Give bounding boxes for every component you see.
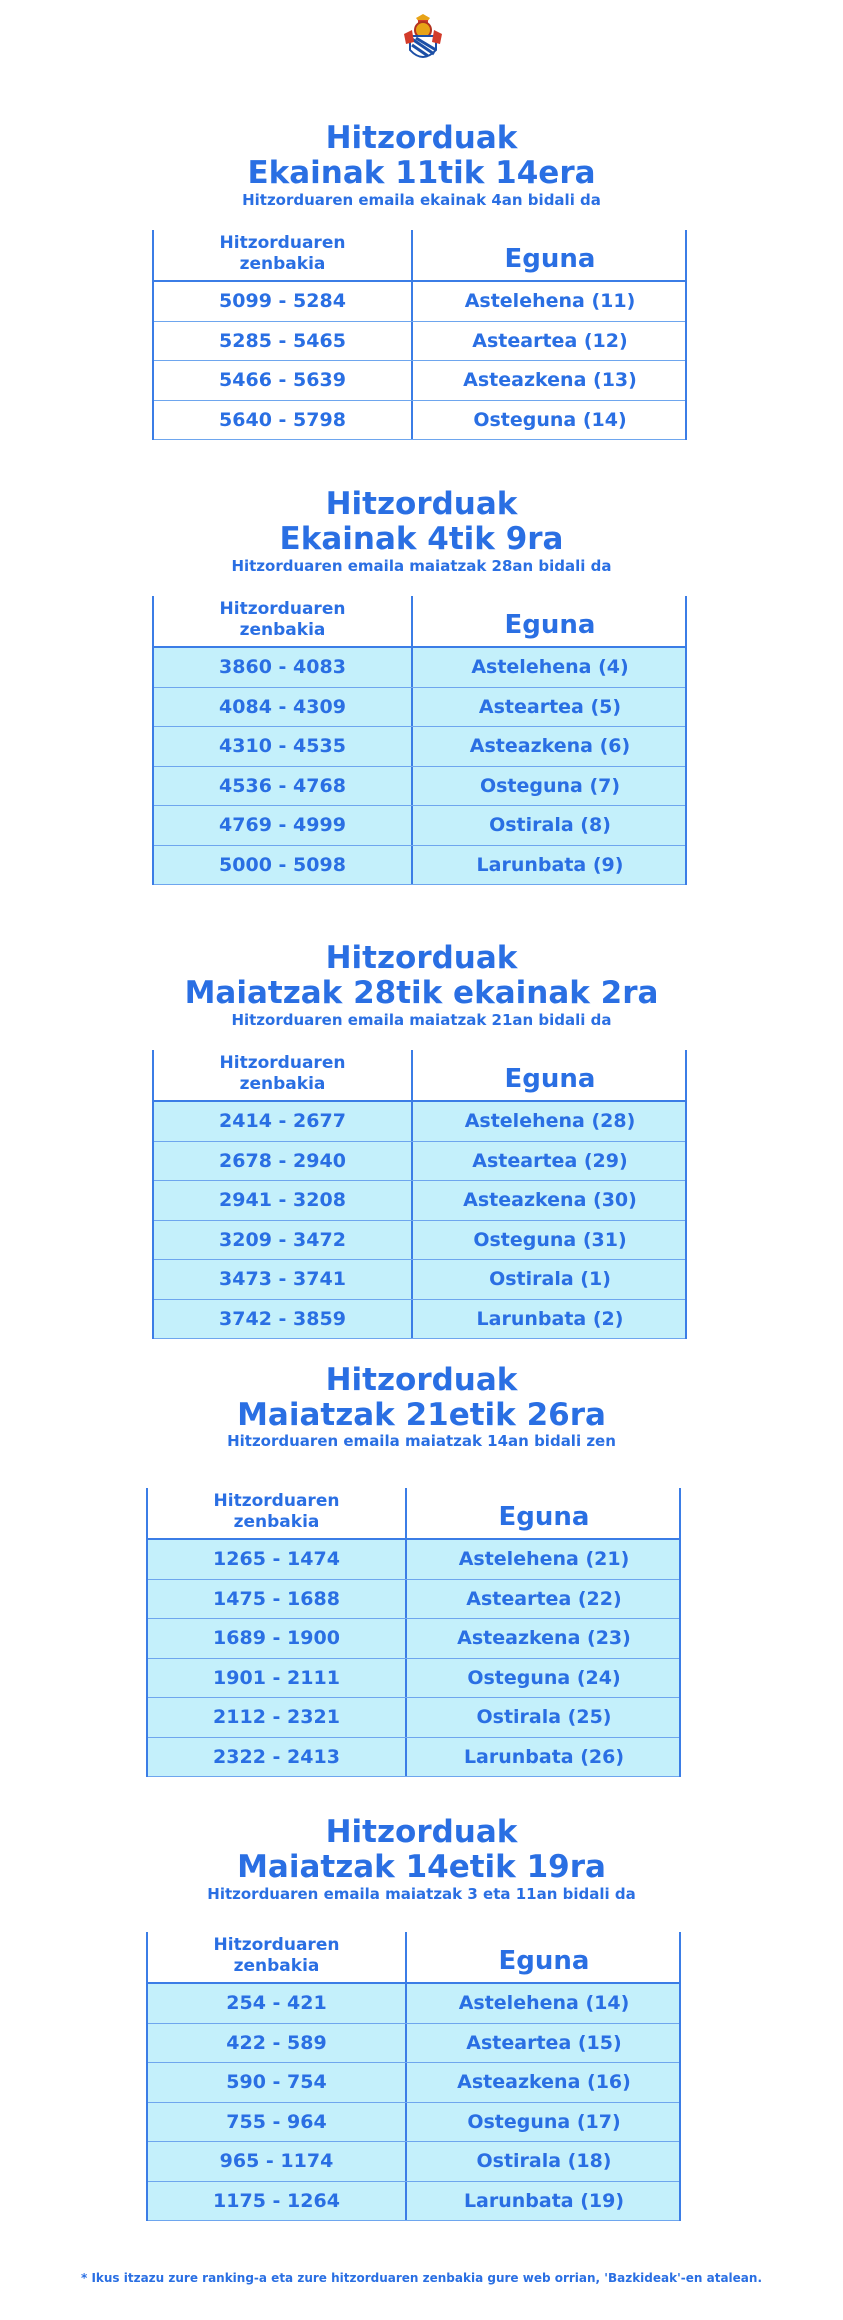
appointment-day: Larunbata (2) xyxy=(476,1307,624,1330)
table-row xyxy=(148,1659,679,1699)
header-day: Eguna xyxy=(498,1946,590,1976)
appointment-day: Osteguna (7) xyxy=(479,774,621,797)
table-row xyxy=(154,727,685,767)
appointment-number-range: 3742 - 3859 xyxy=(154,1300,413,1339)
table-row xyxy=(148,2024,679,2064)
table-header xyxy=(154,230,685,282)
section-title: Hitzorduak xyxy=(325,1362,518,1398)
appointment-number-range: 4536 - 4768 xyxy=(154,767,413,806)
section-date-range: Ekainak 11tik 14era xyxy=(247,155,596,191)
table-row xyxy=(148,1540,679,1580)
header-appointment-number: Hitzorduaren zenbakia xyxy=(154,230,413,280)
appointment-day: Asteazkena (23) xyxy=(457,1627,631,1649)
appointment-day: Asteazkena (16) xyxy=(457,2071,631,2093)
appointment-number-range: 2112 - 2321 xyxy=(148,1698,407,1737)
table-row xyxy=(154,846,685,886)
appointment-number-range: 422 - 589 xyxy=(148,2024,407,2063)
header-day: Eguna xyxy=(504,244,596,274)
appointment-day: Larunbata (19) xyxy=(463,2189,625,2212)
club-crest-logo xyxy=(396,12,450,66)
table-row xyxy=(148,2142,679,2182)
table-row xyxy=(154,361,685,401)
appointment-number-range: 2941 - 3208 xyxy=(154,1181,413,1220)
table-row xyxy=(154,648,685,688)
appointment-day: Asteazkena (6) xyxy=(469,735,631,757)
table-header xyxy=(148,1932,679,1984)
table-row xyxy=(154,322,685,362)
section-title: Hitzorduak xyxy=(325,1814,518,1850)
appointment-number-range: 5640 - 5798 xyxy=(154,401,413,440)
section-date-range: Maiatzak 14etik 19ra xyxy=(237,1849,606,1885)
appointment-number-range: 3860 - 4083 xyxy=(154,648,413,687)
appointment-table xyxy=(152,596,687,885)
appointment-day: Asteartea (22) xyxy=(466,1587,622,1610)
appointment-table xyxy=(152,1050,687,1339)
section-subtitle: Hitzorduaren emaila maiatzak 3 eta 11an bidali da xyxy=(207,1885,636,1903)
appointment-day: Osteguna (14) xyxy=(473,408,627,431)
table-row xyxy=(154,282,685,322)
appointment-number-range: 5099 - 5284 xyxy=(154,282,413,321)
table-header xyxy=(154,1050,685,1102)
header-day: Eguna xyxy=(504,1064,596,1094)
table-row xyxy=(148,2103,679,2143)
table-row xyxy=(148,2063,679,2103)
table-row xyxy=(154,1300,685,1340)
appointment-number-range: 4769 - 4999 xyxy=(154,806,413,845)
appointment-number-range: 2414 - 2677 xyxy=(154,1102,413,1141)
appointment-number-range: 1689 - 1900 xyxy=(148,1619,407,1658)
section-subtitle: Hitzorduaren emaila ekainak 4an bidali da xyxy=(242,191,601,209)
appointment-table xyxy=(146,1932,681,2221)
appointment-day: Astelehena (11) xyxy=(464,290,636,312)
appointment-day: Asteazkena (30) xyxy=(463,1189,637,1211)
section-subtitle: Hitzorduaren emaila maiatzak 28an bidali da xyxy=(231,557,612,575)
appointment-day: Asteartea (12) xyxy=(472,329,628,352)
appointment-day: Ostirala (1) xyxy=(489,1268,611,1290)
appointment-number-range: 1265 - 1474 xyxy=(148,1540,407,1579)
appointment-day: Astelehena (14) xyxy=(458,1992,630,2014)
appointment-number-range: 5466 - 5639 xyxy=(154,361,413,400)
table-row xyxy=(154,1260,685,1300)
appointment-table xyxy=(146,1488,681,1777)
section-title: Hitzorduak xyxy=(325,940,518,976)
appointment-day: Asteartea (5) xyxy=(478,695,622,718)
table-row xyxy=(154,688,685,728)
appointment-number-range: 4310 - 4535 xyxy=(154,727,413,766)
table-row xyxy=(154,401,685,441)
appointment-day: Larunbata (9) xyxy=(476,853,624,876)
appointment-number-range: 5285 - 5465 xyxy=(154,322,413,361)
appointment-day: Osteguna (17) xyxy=(467,2110,621,2133)
appointment-day: Asteazkena (13) xyxy=(463,369,637,391)
section-title: Hitzorduak xyxy=(325,486,518,522)
header-appointment-number: Hitzorduaren zenbakia xyxy=(148,1932,407,1982)
table-row xyxy=(148,1984,679,2024)
appointment-number-range: 3209 - 3472 xyxy=(154,1221,413,1260)
table-row xyxy=(154,767,685,807)
table-row xyxy=(154,1142,685,1182)
table-row xyxy=(148,1698,679,1738)
appointment-day: Ostirala (25) xyxy=(476,1706,612,1728)
table-row xyxy=(154,1102,685,1142)
appointment-day: Ostirala (18) xyxy=(476,2150,612,2172)
appointment-number-range: 755 - 964 xyxy=(148,2103,407,2142)
appointment-number-range: 1175 - 1264 xyxy=(148,2182,407,2221)
footnote: * Ikus itzazu zure ranking-a eta zure hitzorduaren zenbakia gure web orrian, 'Bazkideak'-en atalean. xyxy=(80,2271,762,2285)
header-day: Eguna xyxy=(504,610,596,640)
header-appointment-number: Hitzorduaren zenbakia xyxy=(148,1488,407,1538)
appointment-table xyxy=(152,230,687,440)
header-appointment-number: Hitzorduaren zenbakia xyxy=(154,596,413,646)
table-row xyxy=(154,1181,685,1221)
appointment-number-range: 3473 - 3741 xyxy=(154,1260,413,1299)
header-appointment-number: Hitzorduaren zenbakia xyxy=(154,1050,413,1100)
appointment-number-range: 254 - 421 xyxy=(148,1984,407,2023)
section-date-range: Maiatzak 28tik ekainak 2ra xyxy=(184,975,659,1011)
appointment-number-range: 5000 - 5098 xyxy=(154,846,413,885)
appointment-number-range: 590 - 754 xyxy=(148,2063,407,2102)
section-date-range: Maiatzak 21etik 26ra xyxy=(237,1397,606,1433)
table-row xyxy=(148,1738,679,1778)
table-row xyxy=(154,806,685,846)
section-subtitle: Hitzorduaren emaila maiatzak 21an bidali da xyxy=(231,1011,612,1029)
appointment-day: Astelehena (4) xyxy=(471,656,629,678)
header-day: Eguna xyxy=(498,1502,590,1532)
table-row xyxy=(148,1619,679,1659)
section-date-range: Ekainak 4tik 9ra xyxy=(279,521,564,557)
appointment-day: Asteartea (15) xyxy=(466,2031,622,2054)
table-row xyxy=(148,1580,679,1620)
section-title: Hitzorduak xyxy=(325,120,518,156)
appointment-day: Larunbata (26) xyxy=(463,1745,625,1768)
section-subtitle: Hitzorduaren emaila maiatzak 14an bidali zen xyxy=(227,1432,616,1450)
table-row xyxy=(154,1221,685,1261)
appointment-number-range: 1475 - 1688 xyxy=(148,1580,407,1619)
appointment-day: Asteartea (29) xyxy=(472,1149,628,1172)
appointment-number-range: 1901 - 2111 xyxy=(148,1659,407,1698)
appointment-day: Astelehena (28) xyxy=(464,1110,636,1132)
appointment-number-range: 965 - 1174 xyxy=(148,2142,407,2181)
appointment-number-range: 4084 - 4309 xyxy=(154,688,413,727)
appointment-day: Astelehena (21) xyxy=(458,1548,630,1570)
appointment-number-range: 2678 - 2940 xyxy=(154,1142,413,1181)
appointment-day: Osteguna (31) xyxy=(473,1228,627,1251)
appointment-number-range: 2322 - 2413 xyxy=(148,1738,407,1777)
table-header xyxy=(148,1488,679,1540)
table-row xyxy=(148,2182,679,2222)
table-header xyxy=(154,596,685,648)
appointment-day: Osteguna (24) xyxy=(467,1666,621,1689)
appointment-day: Ostirala (8) xyxy=(489,814,611,836)
